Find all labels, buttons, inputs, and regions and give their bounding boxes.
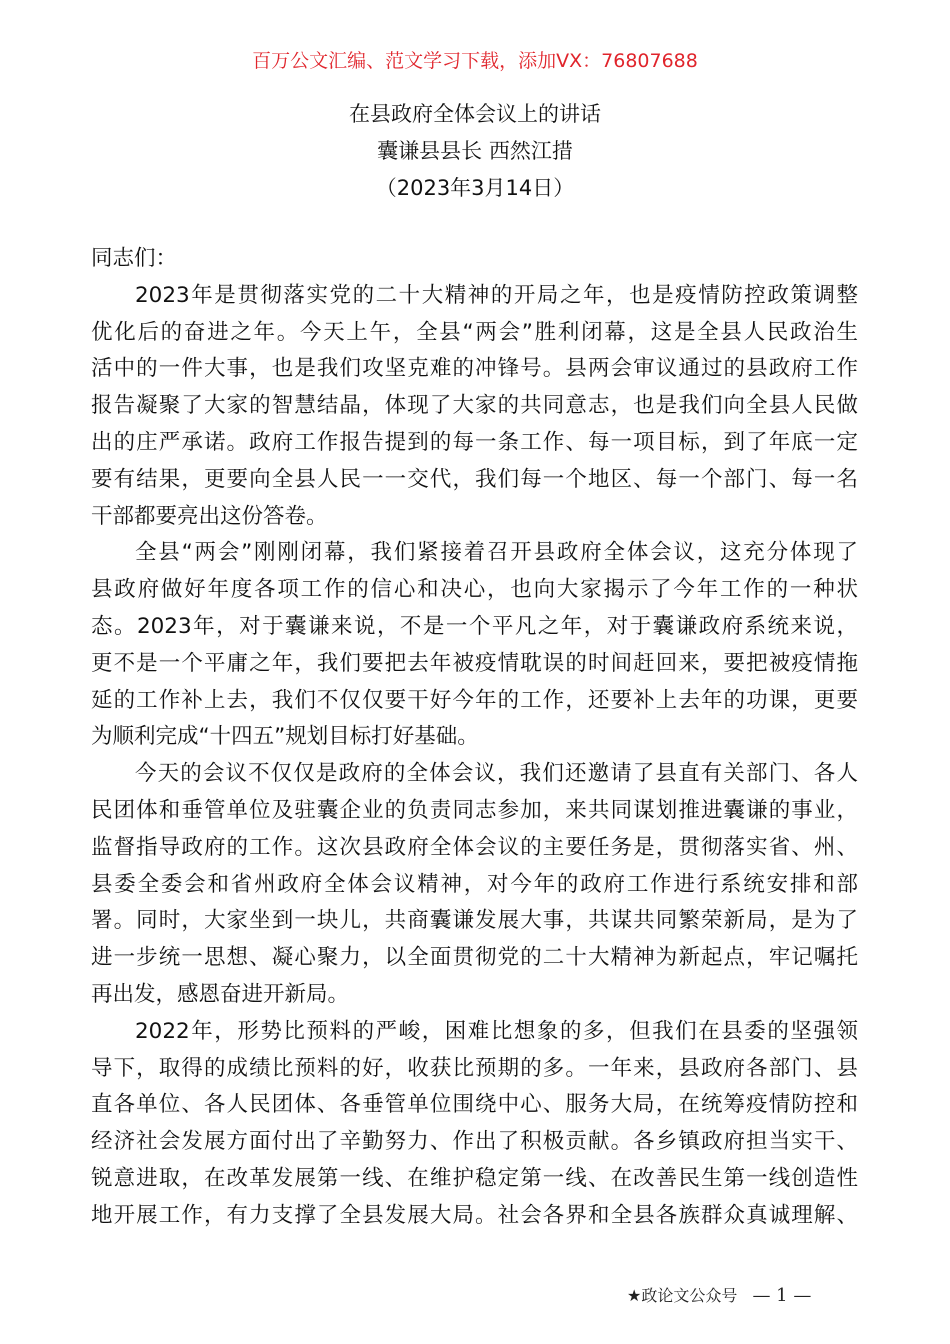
text-line: 延的工作补上去，我们不仅仅要干好今年的工作，还要补上去年的功课，更要: [91, 687, 858, 713]
text-line: 态。2023年，对于囊谦来说，不是一个平凡之年，对于囊谦政府系统来说，: [91, 613, 858, 639]
text-line: 民团体和垂管单位及驻囊企业的负责同志参加，来共同谋划推进囊谦的事业，: [91, 797, 858, 823]
text-line: 县委全委会和省州政府全体会议精神，对今年的政府工作进行系统安排和部: [91, 871, 858, 897]
text-line: 署。同时，大家坐到一块儿，共商囊谦发展大事，共谋共同繁荣新局，是为了: [91, 908, 858, 934]
salutation: 同志们：: [91, 246, 178, 271]
paragraph: [91, 1014, 858, 1235]
text-line: 锐意进取，在改革发展第一线、在维护稳定第一线、在改善民生第一线创造性: [91, 1165, 858, 1191]
text-line: 干部都要亮出这份答卷。: [91, 503, 328, 529]
text-line: 县政府做好年度各项工作的信心和决心，也向大家揭示了今年工作的一种状: [91, 577, 858, 603]
author-line: 囊谦县县长 西然江措: [377, 139, 573, 163]
paragraph: [91, 756, 858, 1014]
text-line: 更不是一个平庸之年，我们要把去年被疫情耽误的时间赶回来，要把被疫情拖: [91, 650, 858, 676]
text-line: 今天的会议不仅仅是政府的全体会议，我们还邀请了县直有关部门、各人: [135, 761, 858, 787]
date-line: （2023年3月14日）: [375, 176, 575, 200]
document-title: 在县政府全体会议上的讲话: [349, 102, 601, 126]
paragraph: [91, 535, 858, 756]
text-line: 出的庄严承诺。政府工作报告提到的每一条工作、每一项目标，到了年底一定: [91, 429, 858, 455]
text-line: 全县“两会”刚刚闭幕，我们紧接着召开县政府全体会议，这充分体现了: [135, 540, 858, 566]
page-footer: [627, 1283, 811, 1306]
text-line: 直各单位、各人民团体、各垂管单位围绕中心、服务大局，在统筹疫情防控和: [91, 1092, 858, 1118]
text-line: 2022年，形势比预料的严峻，困难比想象的多，但我们在县委的坚强领: [135, 1018, 858, 1044]
text-line: 活中的一件大事，也是我们攻坚克难的冲锋号。县两会审议通过的县政府工作: [91, 356, 858, 382]
paragraph: [91, 278, 858, 536]
document-body: [91, 241, 858, 1235]
text-line: 要有结果，更要向全县人民一一交代，我们每一个地区、每一个部门、每一名: [91, 466, 858, 492]
text-line: 经济社会发展方面付出了辛勤努力、作出了积极贡献。各乡镇政府担当实干、: [91, 1129, 858, 1155]
text-line: 报告凝聚了大家的智慧结晶，体现了大家的共同意志，也是我们向全县人民做: [91, 393, 858, 419]
text-line: 优化后的奋进之年。今天上午，全县“两会”胜利闭幕，这是全县人民政治生: [91, 319, 858, 345]
text-line: 监督指导政府的工作。这次县政府全体会议的主要任务是，贯彻落实省、州、: [91, 834, 858, 860]
text-line: 为顺利完成“十四五”规划目标打好基础。: [91, 724, 479, 750]
text-line: 导下，取得的成绩比预料的好，收获比预期的多。一年来，县政府各部门、县: [91, 1055, 858, 1081]
footer-source: ★政论文公众号: [627, 1286, 738, 1305]
page-number: — 1 —: [752, 1285, 812, 1306]
watermark-banner: 百万公文汇编、范文学习下载，添加VX：76807688: [252, 50, 698, 72]
text-line: 再出发，感恩奋进开新局。: [91, 981, 350, 1007]
text-line: 地开展工作，有力支撑了全县发展大局。社会各界和全县各族群众真诚理解、: [91, 1202, 858, 1228]
text-line: 进一步统一思想、凝心聚力，以全面贯彻党的二十大精神为新起点，牢记嘱托: [91, 945, 858, 971]
text-line: 2023年是贯彻落实党的二十大精神的开局之年，也是疫情防控政策调整: [135, 282, 858, 308]
